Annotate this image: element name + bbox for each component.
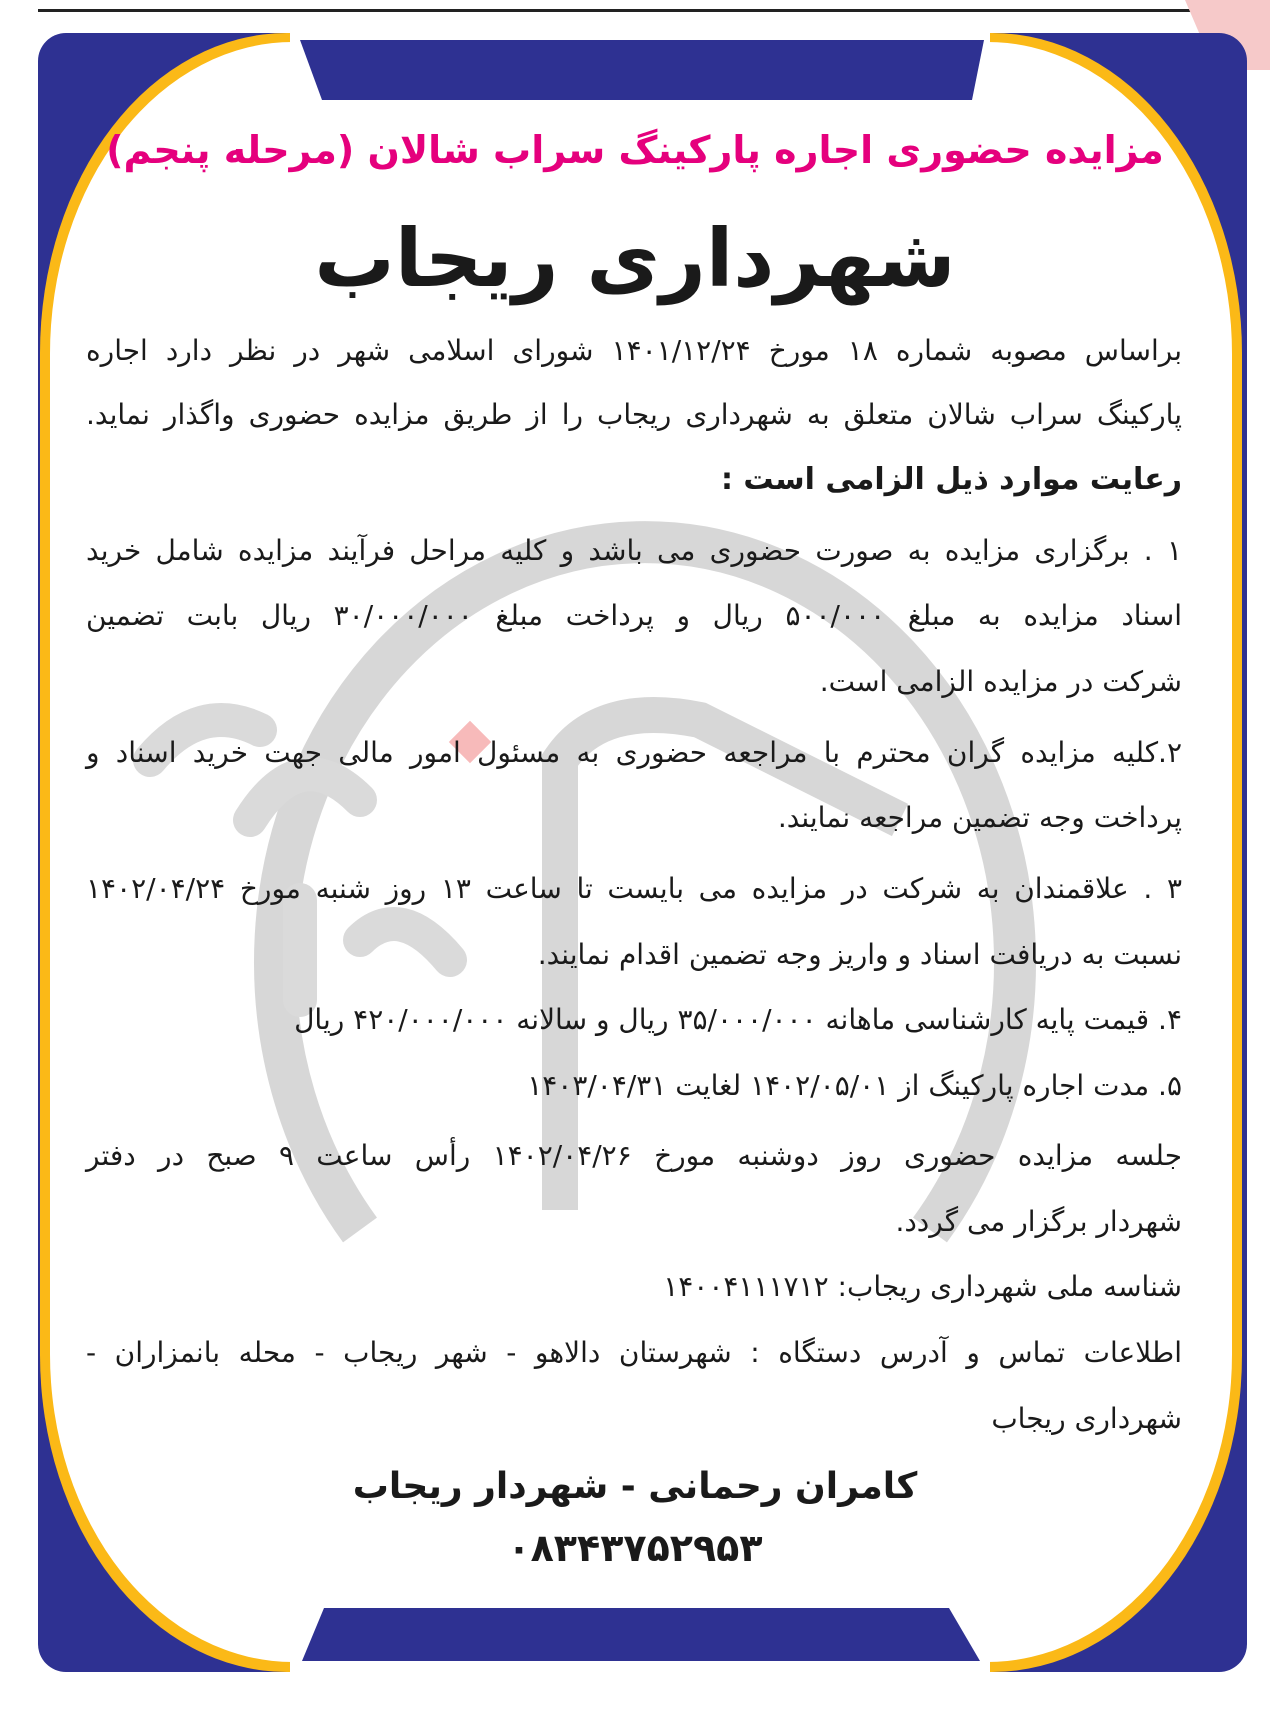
organization-name: شهرداری ریجاب: [314, 212, 956, 305]
top-blue-tab: [300, 40, 984, 100]
condition-item-4: ۴. قیمت پایه کارشناسی ماهانه ۳۵/۰۰۰/۰۰۰ ریال و سالانه ۴۲۰/۰۰۰/۰۰۰ ریال: [294, 1003, 1182, 1036]
condition-item-1: شرکت در مزایده الزامی است.: [819, 665, 1182, 698]
session-info: شهردار برگزار می گردد.: [895, 1205, 1182, 1238]
condition-item-2: ۲.کلیه مزایده گران محترم با مراجعه حضوری به مسئول امور مالی جهت خرید اسناد و: [86, 736, 1182, 769]
session-info: جلسه مزایده حضوری روز دوشنبه مورخ ۱۴۰۲/۰۴/۲۶ رأس ساعت ۹ صبح در دفتر: [86, 1139, 1182, 1172]
condition-item-1: اسناد مزایده به مبلغ ۵۰۰/۰۰۰ ریال و پرداخت مبلغ ۳۰/۰۰۰/۰۰۰ ریال بابت تضمین: [86, 599, 1183, 632]
condition-item-1: ۱ . برگزاری مزایده به صورت حضوری می باشد و کلیه مراحل فرآیند مزایده شامل خرید: [86, 534, 1182, 567]
signature: کامران رحمانی - شهردار ریجاب: [352, 1466, 918, 1507]
address: اطلاعات تماس و آدرس دستگاه : شهرستان دالاهو - شهر ریجاب - محله بانمزاران -: [86, 1336, 1182, 1369]
condition-item-5: ۵. مدت اجاره پارکینگ از ۱۴۰۲/۰۵/۰۱ لغایت ۱۴۰۳/۰۴/۳۱: [527, 1069, 1182, 1102]
condition-item-3: ۳ . علاقمندان به شرکت در مزایده می بایست تا ساعت ۱۳ روز شنبه مورخ ۱۴۰۲/۰۴/۲۴: [86, 872, 1182, 905]
condition-item-3: نسبت به دریافت اسناد و واریز وجه تضمین اقدام نمایند.: [537, 938, 1182, 971]
condition-item-2: پرداخت وجه تضمین مراجعه نمایند.: [777, 801, 1182, 834]
intro-line: پارکینگ سراب شالان متعلق به شهرداری ریجاب را از طریق مزایده حضوری واگذار نماید.: [86, 398, 1182, 431]
intro-line: براساس مصوبه شماره ۱۸ مورخ ۱۴۰۱/۱۲/۲۴ شورای اسلامی شهر در نظر دارد اجاره: [86, 334, 1183, 367]
conditions-heading: رعایت موارد ذیل الزامی است :: [720, 462, 1182, 497]
address: شهرداری ریجاب: [991, 1402, 1182, 1435]
notice-title: مزایده حضوری اجاره پارکینگ سراب شالان (مرحله پنجم): [106, 128, 1164, 172]
phone-number: ۰۸۳۴۳۷۵۲۹۵۳: [507, 1526, 763, 1570]
national-id: شناسه ملی شهرداری ریجاب: ۱۴۰۰۴۱۱۱۷۱۲: [663, 1270, 1182, 1303]
bottom-blue-tab: [302, 1608, 980, 1661]
